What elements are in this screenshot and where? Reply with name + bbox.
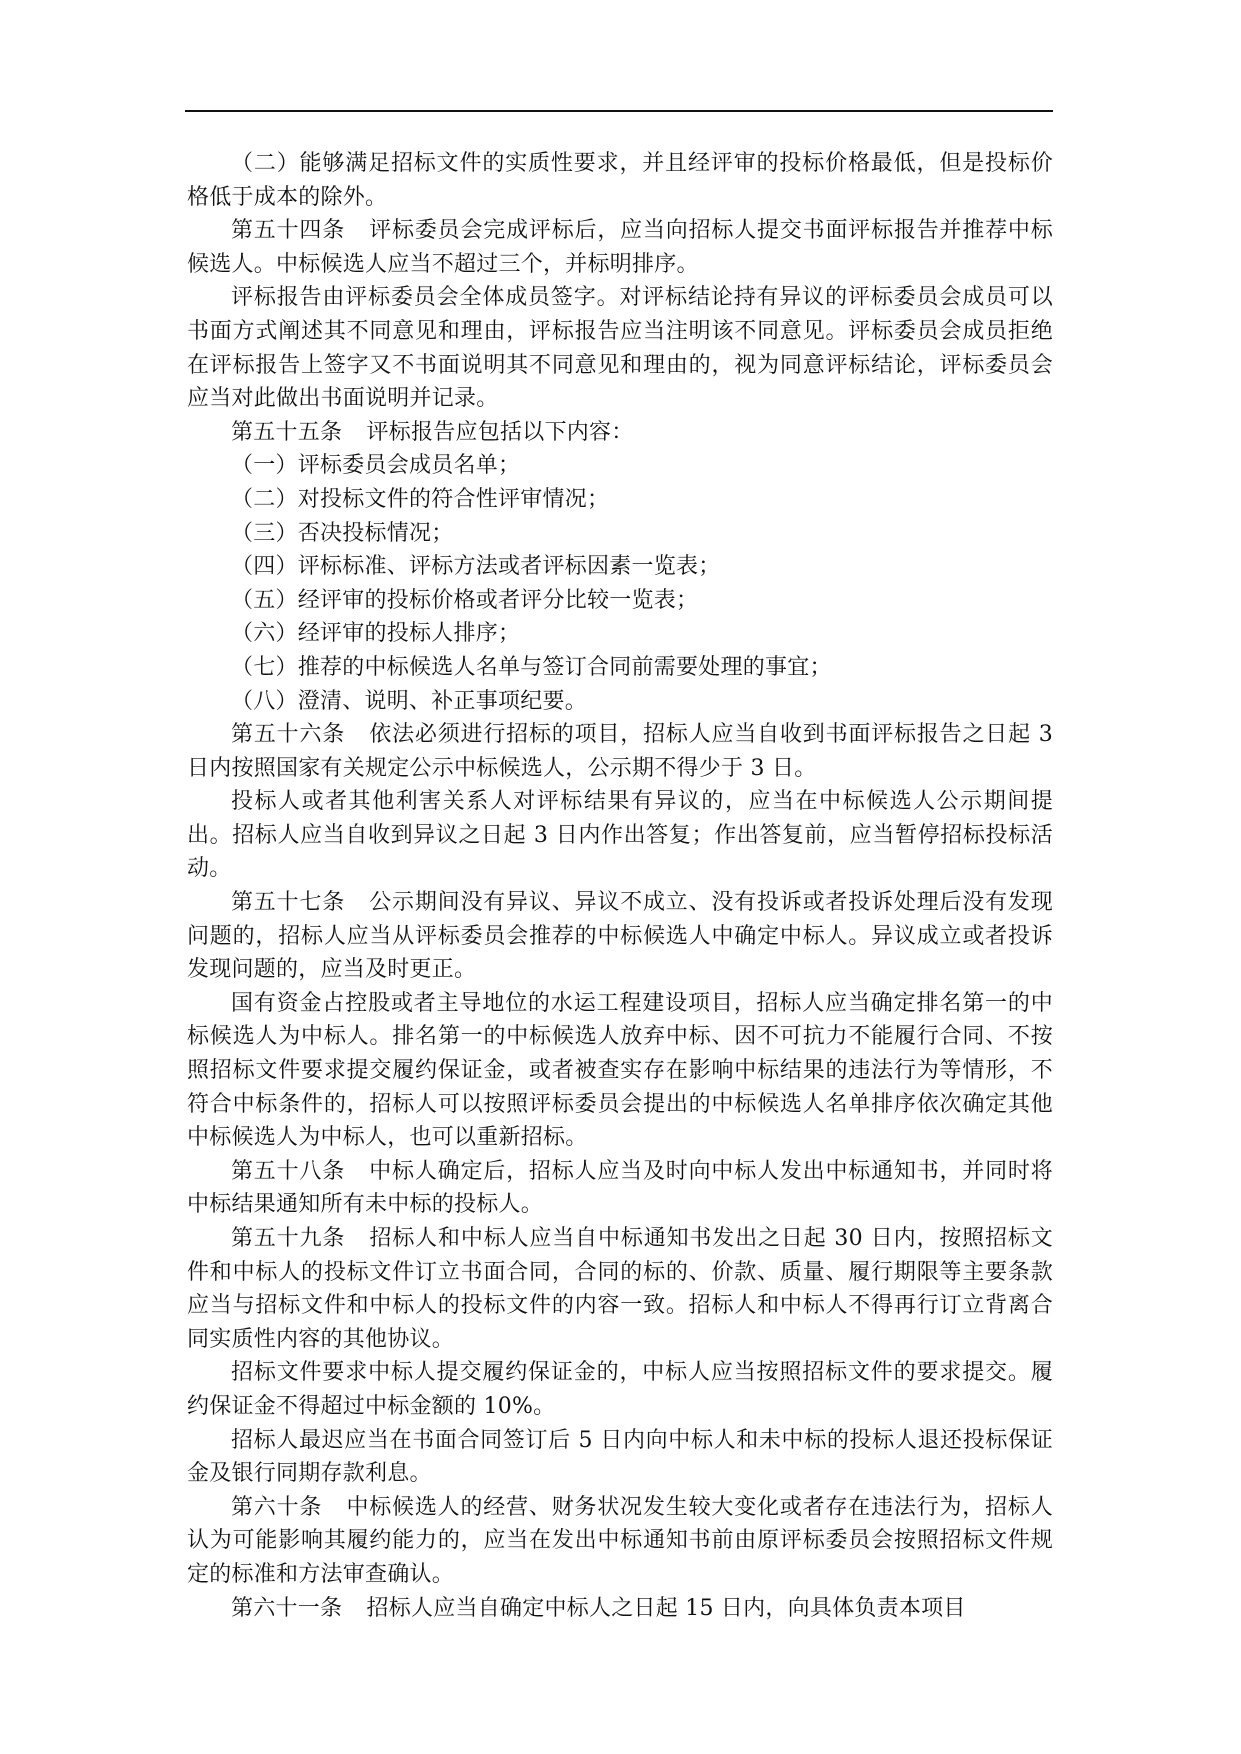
article-text: 中标人确定后，招标人应当及时向中标人发出中标通知书，并同时将中标结果通知所有未中标的投标人。 — [187, 1158, 1053, 1218]
article-number: 第六十条 — [231, 1494, 323, 1520]
body-paragraph: 招标文件要求中标人提交履约保证金的，中标人应当按照招标文件的要求提交。履约保证金不得超过中标金额的 10%。 — [187, 1360, 1053, 1419]
article-number: 第五十六条 — [231, 722, 346, 748]
article-number: 第五十四条 — [231, 218, 346, 244]
article-text: 评标委员会完成评标后，应当向招标人提交书面评标报告并推荐中标候选人。中标候选人应当不超过三个，并标明排序。 — [187, 218, 1053, 277]
article-paragraph — [187, 718, 1053, 785]
body-paragraph: 投标人或者其他利害关系人对评标结果有异议的，应当在中标候选人公示期间提出。招标人应当自收到异议之日起 3 日内作出答复；作出答复前，应当暂停招标投标活动。 — [187, 789, 1053, 882]
article-number: 第五十五条 — [231, 419, 343, 445]
list-item: （二）对投标文件的符合性评审情况； — [231, 486, 610, 512]
header-rule — [185, 110, 1053, 112]
article-paragraph — [187, 886, 1053, 987]
list-item: （一）评标委员会成员名单； — [231, 453, 521, 479]
body-paragraph: 招标人最迟应当在书面合同签订后 5 日内向中标人和未中标的投标人退还投标保证金及银行同期存款利息。 — [187, 1427, 1053, 1487]
list-item: （五）经评审的投标价格或者评分比较一览表； — [231, 587, 699, 613]
article-paragraph — [187, 1491, 1053, 1592]
article-paragraph — [187, 1592, 1053, 1626]
body-paragraph: 评标报告由评标委员会全体成员签字。对评标结论持有异议的评标委员会成员可以书面方式阐述其不同意见和理由，评标报告应当注明该不同意见。评标委员会成员拒绝在评标报告上签字又不书面说明其不同意见和理由的，视为同意评标结论，评标委员会应当对此做出书面说明并记录。 — [187, 285, 1053, 412]
list-item: （八）澄清、说明、补正事项纪要。 — [231, 688, 588, 714]
article-number: 第五十七条 — [231, 890, 346, 916]
article-number: 第五十九条 — [231, 1226, 346, 1251]
article-number: 第六十一条 — [231, 1595, 343, 1621]
document-body — [187, 147, 1053, 1625]
article-text: 依法必须进行招标的项目，招标人应当自收到书面评标报告之日起 3 日内按照国家有关规定公示中标候选人，公示期不得少于 3 日。 — [187, 722, 1053, 781]
article-paragraph — [187, 416, 1053, 450]
article-paragraph — [187, 1222, 1053, 1356]
article-number: 第五十八条 — [231, 1158, 346, 1184]
list-item: （七）推荐的中标候选人名单与签订合同前需要处理的事宜； — [231, 654, 832, 680]
article-text: 公示期间没有异议、异议不成立、没有投诉或者投诉处理后没有发现问题的，招标人应当从评标委员会推荐的中标候选人中确定中标人。异议成立或者投诉发现问题的，应当及时更正。 — [187, 890, 1053, 983]
article-text: 招标人应当自确定中标人之日起 15 日内，向具体负责本项目 — [366, 1595, 966, 1621]
article-text: 中标候选人的经营、财务状况发生较大变化或者存在违法行为，招标人认为可能影响其履约能力的，应当在发出中标通知书前由原评标委员会按照招标文件规定的标准和方法审查确认。 — [187, 1494, 1053, 1587]
article-text: 招标人和中标人应当自中标通知书发出之日起 30 日内，按照招标文件和中标人的投标文件订立书面合同，合同的标的、价款、质量、履行期限等主要条款应当与招标文件和中标人的投标文件的内容一致。招标人和中标人不得再行订立背离合同实质性内容的其他协议。 — [187, 1226, 1053, 1352]
list-item: （六）经评审的投标人排序； — [231, 621, 521, 647]
body-paragraph: （二）能够满足招标文件的实质性要求，并且经评审的投标价格最低，但是投标价格低于成本的除外。 — [187, 151, 1053, 210]
article-paragraph — [187, 214, 1053, 281]
article-text: 评标报告应包括以下内容： — [366, 419, 634, 445]
body-paragraph: 国有资金占控股或者主导地位的水运工程建设项目，招标人应当确定排名第一的中标候选人为中标人。排名第一的中标候选人放弃中标、因不可抗力不能履行合同、不按照招标文件要求提交履约保证金，或者被查实存在影响中标结果的违法行为等情形，不符合中标条件的，招标人可以按照评标委员会提出的中标候选人名单排序依次确定其他中标候选人为中标人，也可以重新招标。 — [187, 990, 1053, 1151]
list-item: （三）否决投标情况； — [231, 520, 454, 546]
article-paragraph — [187, 1155, 1053, 1222]
list-item: （四）评标标准、评标方法或者评标因素一览表； — [231, 554, 721, 580]
